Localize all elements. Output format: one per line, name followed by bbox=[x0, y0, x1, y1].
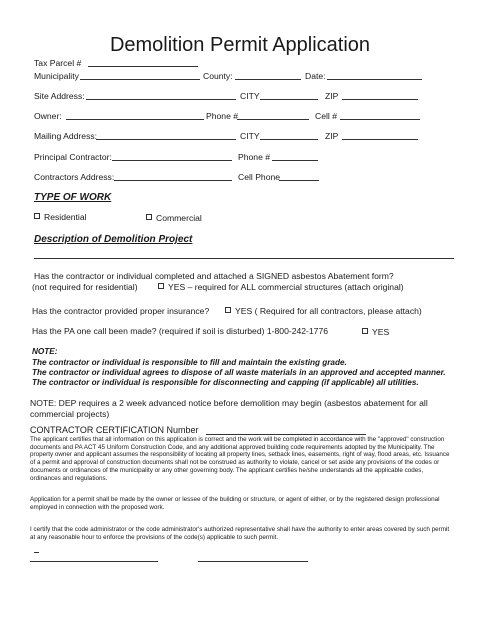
site-zip-field[interactable] bbox=[342, 99, 418, 100]
page-title: Demolition Permit Application bbox=[109, 34, 371, 56]
date-field[interactable] bbox=[327, 79, 422, 80]
note-line-2: The contractor or individual agrees to dispose of all waste materials in an approved and accepted manner. bbox=[32, 368, 446, 377]
note-line-3: The contractor or individual is responsible for disconnecting and capping (if applicable) all utilities. bbox=[32, 378, 419, 387]
county-field[interactable] bbox=[235, 79, 301, 80]
contractors-address-label: Contractors Address: bbox=[34, 172, 115, 182]
contractor-phone-label: Phone # bbox=[238, 152, 271, 162]
owner-cell-label: Cell # bbox=[315, 111, 337, 121]
asbestos-yes-option[interactable] bbox=[158, 282, 404, 292]
commercial-label: Commercial bbox=[156, 213, 202, 223]
owner-field[interactable] bbox=[66, 119, 204, 120]
dep-notice: NOTE: DEP requires a 2 week advanced notice before demolition may begin (asbestos abatement for all commercial projects) bbox=[30, 398, 428, 419]
principal-contractor-label: Principal Contractor: bbox=[34, 152, 112, 162]
asbestos-yes-checkbox[interactable] bbox=[158, 283, 164, 289]
certification-paragraph-1: The applicant certifies that all information on this application is correct and the work will be completed in accordance with the "approved" construction documents and PA ACT 45 Uniform Construction Code, and any additional approved building code requirements adopted by the Municipality. The property owner and applicant assumes the responsibility of locating all property lines, setback lines, easements, right of way, flood areas, etc. Issuance of a permit and approval of construction documents shall not be construed as authority to violate, cancel or set aside any provisions of the codes or documents or ordinances of the municipality or any other governing body. The applicant certifies he/she understands all the applicable codes, ordinances and regulations. bbox=[30, 436, 450, 482]
pa-one-call-yes-label: YES bbox=[372, 327, 390, 337]
certification-paragraph-2: Application for a permit shall be made by the owner or lessee of the building or structure, or agent of either, or by the registered design professional employed in connection with the proposed work. bbox=[30, 496, 440, 511]
note-line-1: The contractor or individual is responsible to fill and maintain the existing grade. bbox=[32, 358, 347, 367]
insurance-yes-checkbox[interactable] bbox=[225, 307, 231, 313]
residential-checkbox[interactable] bbox=[34, 213, 40, 219]
mailing-city-field[interactable] bbox=[260, 139, 318, 140]
date-signature-line[interactable] bbox=[198, 561, 308, 562]
municipality-field[interactable] bbox=[80, 79, 200, 80]
municipality-label: Municipality bbox=[34, 71, 79, 81]
cell-phone-label: Cell Phone bbox=[238, 172, 281, 182]
commercial-option[interactable] bbox=[146, 213, 202, 223]
contractors-address-field[interactable] bbox=[114, 180, 232, 181]
description-heading: Description of Demolition Project bbox=[34, 234, 193, 245]
owner-phone-field[interactable] bbox=[237, 119, 309, 120]
certification-paragraph-3: I certify that the code administrator or the code administrator's authorized representative shall have the authority to enter areas covered by such permit at any reasonable hour to enforce the provisions of the code(s) applicable to such permit. bbox=[30, 526, 450, 541]
mailing-address-label: Mailing Address: bbox=[34, 131, 98, 141]
signature-mark bbox=[34, 552, 39, 553]
description-field[interactable] bbox=[34, 258, 454, 259]
site-city-label: CITY bbox=[240, 91, 260, 101]
mailing-city-label: CITY bbox=[240, 131, 260, 141]
certification-heading: CONTRACTOR CERTIFICATION Number bbox=[30, 425, 199, 435]
tax-parcel-label: Tax Parcel # bbox=[34, 58, 82, 68]
owner-cell-field[interactable] bbox=[340, 119, 420, 120]
site-city-field[interactable] bbox=[260, 99, 318, 100]
county-label: County: bbox=[203, 71, 233, 81]
note-heading: NOTE: bbox=[32, 347, 58, 356]
certification-number-field[interactable] bbox=[206, 434, 366, 435]
asbestos-note: (not required for residential) bbox=[32, 282, 138, 292]
asbestos-yes-label: YES – required for ALL commercial structures (attach original) bbox=[168, 282, 404, 292]
type-of-work-heading: TYPE OF WORK bbox=[34, 192, 112, 203]
tax-parcel-field[interactable] bbox=[88, 66, 198, 67]
cell-phone-field[interactable] bbox=[279, 180, 319, 181]
principal-contractor-field[interactable] bbox=[112, 160, 232, 161]
owner-phone-label: Phone # bbox=[206, 111, 239, 121]
commercial-checkbox[interactable] bbox=[146, 214, 152, 220]
contractor-phone-field[interactable] bbox=[272, 160, 318, 161]
residential-label: Residential bbox=[44, 212, 87, 222]
pa-one-call-checkbox[interactable] bbox=[362, 328, 368, 334]
site-zip-label: ZIP bbox=[325, 91, 339, 101]
residential-option[interactable] bbox=[34, 212, 87, 222]
asbestos-question: Has the contractor or individual completed and attached a SIGNED asbestos Abatement form? bbox=[34, 271, 394, 281]
insurance-yes-label: YES ( Required for all contractors, please attach) bbox=[235, 306, 422, 316]
mailing-zip-label: ZIP bbox=[325, 131, 339, 141]
date-label: Date: bbox=[305, 71, 326, 81]
owner-label: Owner: bbox=[34, 111, 62, 121]
insurance-question: Has the contractor provided proper insurance? bbox=[32, 306, 210, 316]
mailing-zip-field[interactable] bbox=[342, 139, 418, 140]
insurance-yes-option[interactable] bbox=[225, 306, 422, 316]
site-address-label: Site Address: bbox=[34, 91, 85, 101]
site-address-field[interactable] bbox=[86, 99, 236, 100]
pa-one-call-question: Has the PA one call been made? (required if soil is disturbed) 1-800-242-1776 bbox=[32, 326, 329, 336]
mailing-address-field[interactable] bbox=[96, 139, 236, 140]
pa-one-call-yes-option[interactable] bbox=[362, 327, 389, 337]
signature-line[interactable] bbox=[30, 561, 158, 562]
